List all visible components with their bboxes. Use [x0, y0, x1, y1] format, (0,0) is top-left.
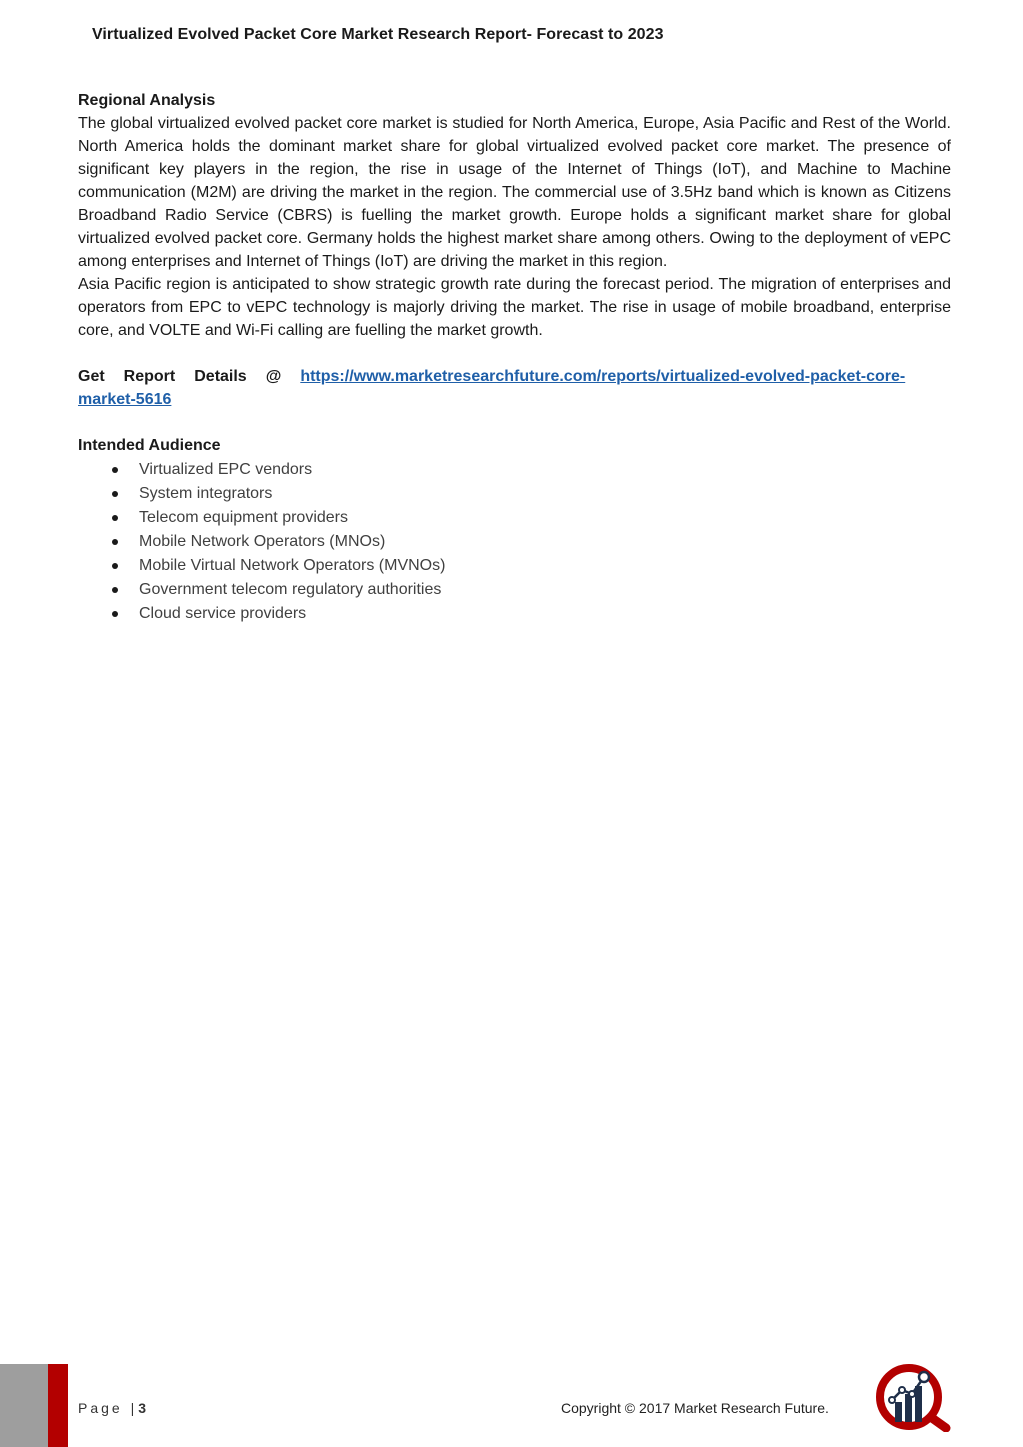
- list-item: [78, 602, 951, 626]
- page-word: Page: [78, 1400, 123, 1416]
- intended-audience-heading: Intended Audience: [78, 437, 221, 454]
- page-separator: |: [130, 1400, 135, 1416]
- bullet-icon: [112, 587, 118, 593]
- footer-gray-accent-bar: [0, 1364, 48, 1447]
- list-item-text: Mobile Virtual Network Operators (MVNOs): [139, 557, 446, 574]
- list-item: [78, 530, 951, 554]
- page-number-label: [78, 1400, 146, 1416]
- bullet-icon: [112, 563, 118, 569]
- regional-analysis-heading: Regional Analysis: [78, 92, 216, 109]
- footer-red-accent-bar: [48, 1364, 68, 1447]
- list-item-text: Government telecom regulatory authorities: [139, 581, 442, 598]
- list-item: [78, 482, 951, 506]
- bullet-icon: [112, 467, 118, 473]
- document-header-title: Virtualized Evolved Packet Core Market Research Report- Forecast to 2023: [92, 26, 664, 43]
- list-item: [78, 554, 951, 578]
- bullet-icon: [112, 515, 118, 521]
- bullet-icon: [112, 611, 118, 617]
- list-item: [78, 458, 951, 482]
- list-item-text: Cloud service providers: [139, 605, 307, 622]
- report-label-report: Report: [123, 368, 176, 385]
- report-details-link[interactable]: https://www.marketresearchfuture.com/reports/virtualized-evolved-packet-core-market-5616: [78, 368, 906, 408]
- report-label-at: @: [265, 368, 282, 385]
- page-content: [78, 89, 951, 626]
- list-item-text: Telecom equipment providers: [139, 509, 348, 526]
- list-item-text: Mobile Network Operators (MNOs): [139, 533, 386, 550]
- report-label-details: Details: [194, 368, 247, 385]
- list-item: [78, 578, 951, 602]
- bullet-icon: [112, 539, 118, 545]
- list-item-text: System integrators: [139, 485, 273, 502]
- page-number: 3: [138, 1400, 147, 1416]
- bullet-icon: [112, 491, 118, 497]
- regional-analysis-paragraph-2: Asia Pacific region is anticipated to show strategic growth rate during the forecast period. The migration of enterprises and operators from EPC to vEPC technology is majorly driving the market. The rise in usage of mobile broadband, enterprise core, and VOLTE and Wi-Fi calling are fuelling the market growth.: [78, 276, 951, 339]
- intended-audience-list: [78, 458, 951, 626]
- report-label-get: Get: [78, 368, 105, 385]
- report-details-line: [78, 365, 951, 411]
- copyright-text: Copyright © 2017 Market Research Future.: [561, 1400, 829, 1416]
- market-research-future-logo-icon: [876, 1364, 952, 1432]
- list-item-text: Virtualized EPC vendors: [139, 461, 313, 478]
- list-item: [78, 506, 951, 530]
- regional-analysis-paragraph-1: The global virtualized evolved packet core market is studied for North America, Europe, Asia Pacific and Rest of the World. North America holds the dominant market share for global virtualized evolved packet core market. The presence of significant key players in the region, the rise in usage of the Internet of Things (IoT), and Machine to Machine communication (M2M) are driving the market in the region. The commercial use of 3.5Hz band which is known as Citizens Broadband Radio Service (CBRS) is fuelling the market growth. Europe holds a significant market share for global virtualized evolved packet core. Germany holds the highest market share among others. Owing to the deployment of vEPC among enterprises and Internet of Things (IoT) are driving the market in this region.: [78, 115, 951, 270]
